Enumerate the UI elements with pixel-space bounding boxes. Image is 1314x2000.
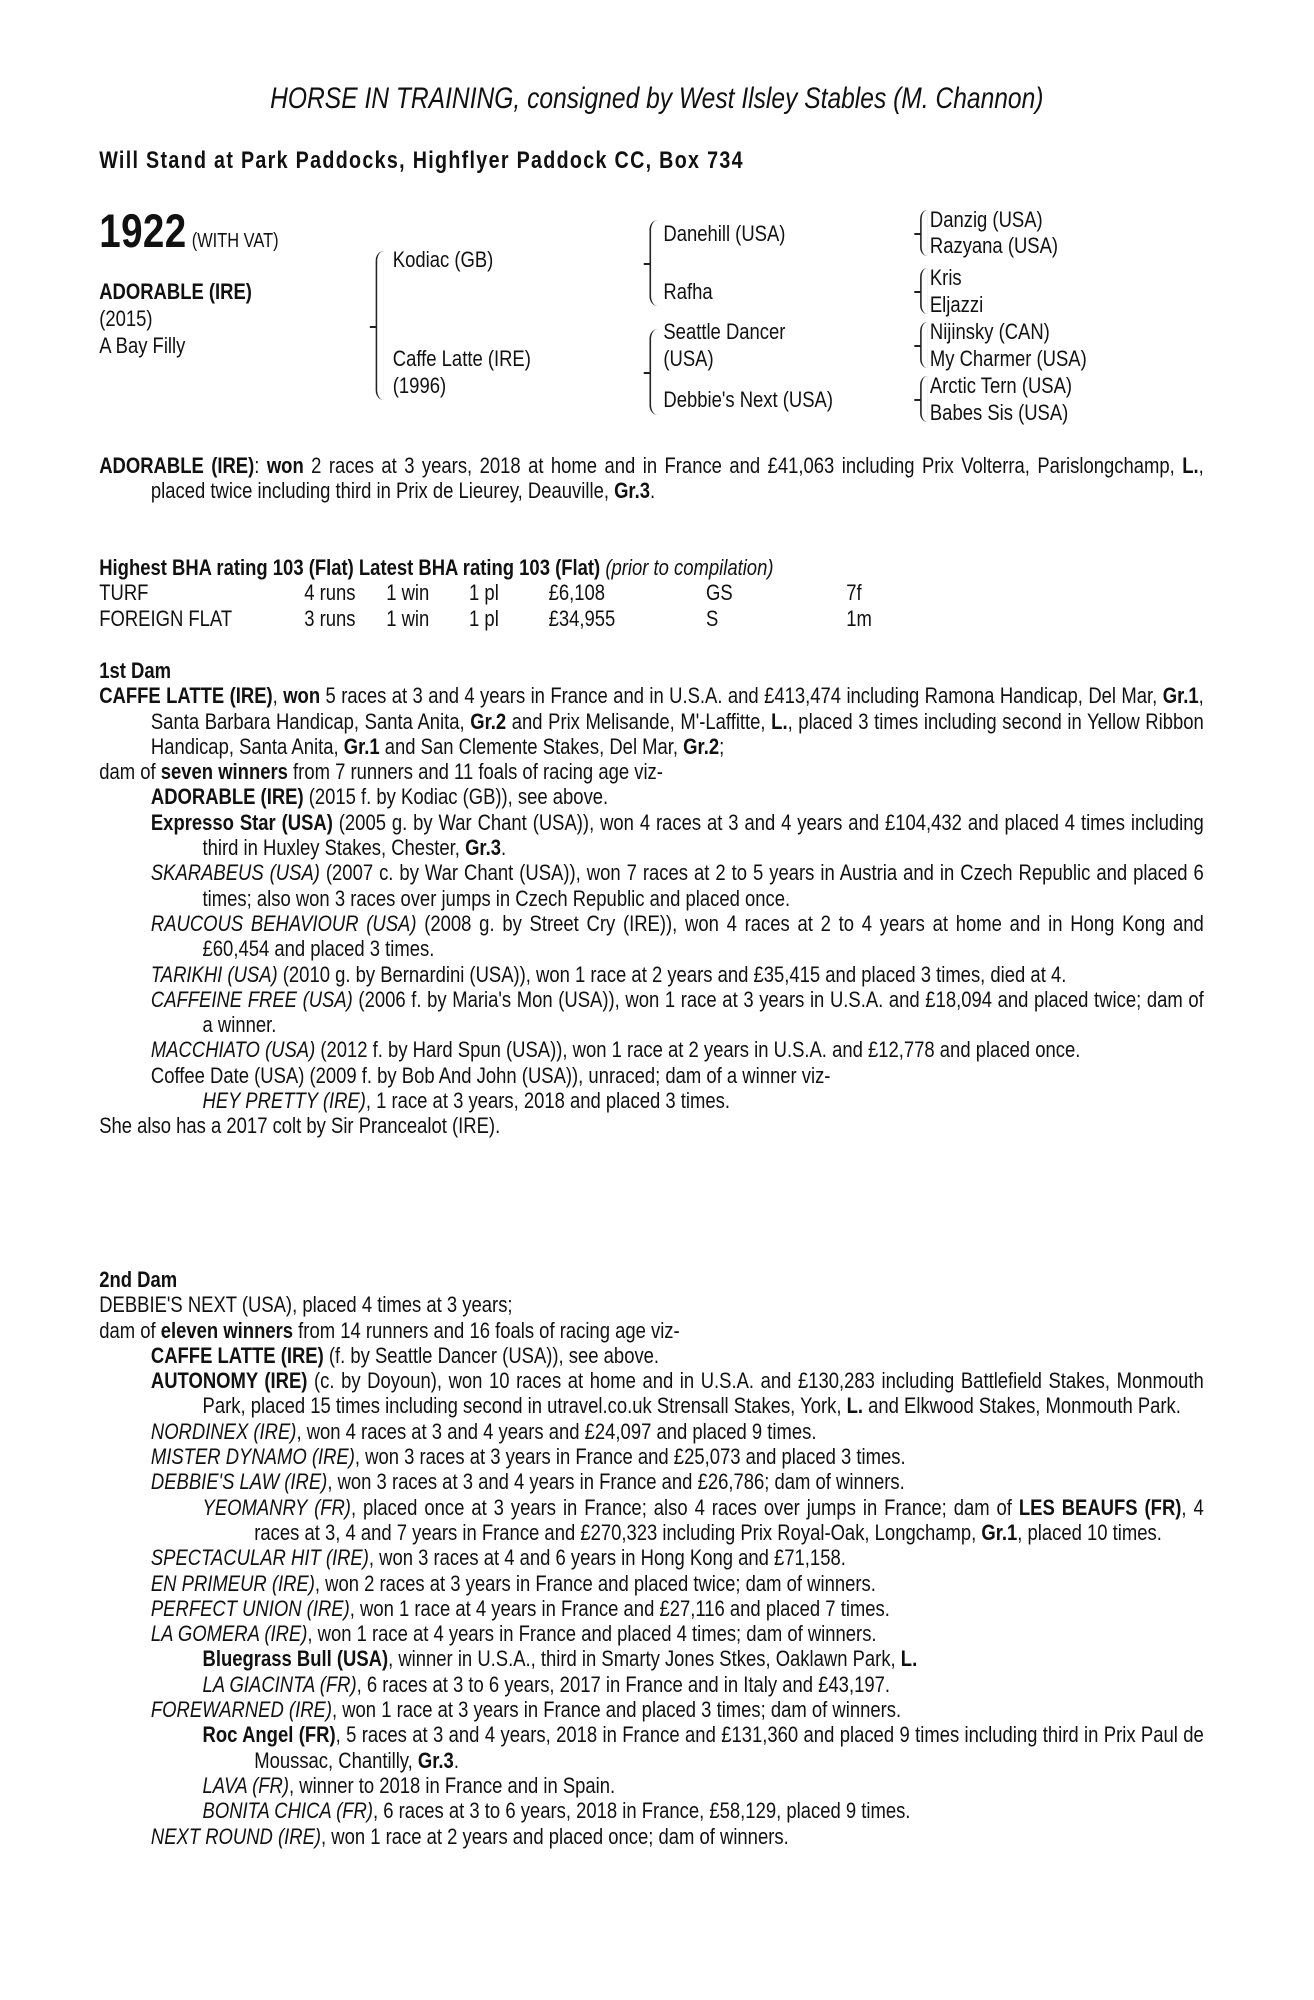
runs: 3 runs [304,605,356,631]
bold-text-run: L. [1182,453,1199,478]
bha-ratings [99,555,1204,631]
wins: 1 win [386,605,430,631]
bold-text-run: L. [900,1646,918,1672]
bha-heading: Highest BHA rating 103 (Flat) Latest BHA rating 103 (Flat) [99,555,601,580]
race-type: FOREIGN FLAT [99,605,233,631]
italic-text-run: RAUCOUS BEHAVIOUR (USA) [150,910,417,936]
italic-text-run: PERFECT UNION (IRE) [150,1595,350,1621]
bold-text-run: won [283,683,321,709]
text-run: , won 1 race at 3 years in France and placed 3 times; dam of winners. [331,1697,902,1723]
brace [920,210,927,256]
pedigree-paragraph [99,911,1204,962]
pedigree-paragraph [99,1495,1204,1546]
italic-text-run: HEY PRETTY (IRE) [202,1088,366,1114]
brace [376,251,384,400]
italic-text-run: LA GIACINTA (FR) [202,1671,357,1697]
pedigree-gen3: Danzig (USA) [929,207,1043,232]
brace [649,220,657,306]
pedigree-paragraph [99,1824,1204,1849]
pedigree-dam-dam: Debbie's Next (USA) [663,387,834,412]
pedigree-paragraph [99,1368,1204,1419]
second-dam-section [99,1267,1204,1849]
horse-name: ADORABLE (IRE) [99,279,252,304]
bold-text-run: Gr.2 [470,708,507,734]
bold-text-run: L. [846,1393,863,1419]
first-dam-section [99,658,1204,1139]
text-run: (2008 g. by Street Cry (IRE)), won 4 races at 2 to 4 years at home and in Hong Kong and £60,454 and placed 3 times. [202,910,1204,962]
runs: 4 runs [304,580,356,606]
pedigree-paragraph [99,1063,1204,1088]
pedigree-paragraph [99,1571,1204,1596]
brace [649,329,657,415]
first-dam-heading: 1st Dam [99,658,172,683]
pedigree-paragraph [99,1773,1204,1798]
bold-text-run: Gr.1 [1162,683,1199,709]
bold-text-run: Bluegrass Bull (USA) [202,1646,389,1672]
italic-text-run: MACCHIATO (USA) [150,1037,316,1063]
text-run: (2005 g. by War Chant (USA)), won 4 races at 3 and 4 years and £104,432 and placed 4 times including third in Huxley Stakes, Chester, [202,809,1204,861]
text-run: , 6 races at 3 to 6 years, 2017 in France and in Italy and £43,197. [356,1671,890,1697]
text-run: 5 races at 3 and 4 years in France and in U.S.A. and £413,474 including Ramona Handicap, Del Mar, [320,683,1163,709]
italic-text-run: SKARABEUS (USA) [150,860,320,886]
page-title: HORSE IN TRAINING, consigned by West Ilsley Stables (M. Channon) [270,82,1044,115]
text-run: , placed twice including third in Prix de Lieurey, Deauville, [150,453,1204,504]
pedigree-paragraph [99,962,1204,987]
text-run: , won 1 race at 2 years and placed once; dam of winners. [321,1823,789,1849]
lot-number: 1922 [99,204,187,257]
going: S [706,605,719,631]
pedigree-paragraph [99,1596,1204,1621]
text-run: (f. by Seattle Dancer (USA)), see above. [323,1342,660,1368]
bold-text-run: CAFFE LATTE (IRE) [99,683,273,709]
text-run: dam of [99,1317,161,1343]
pedigree-gen3: Babes Sis (USA) [929,400,1069,425]
horse-description: A Bay Filly [99,333,186,358]
italic-text-run: FOREWARNED (IRE) [150,1697,332,1723]
distance: 7f [846,580,862,606]
bold-text-run: seven winners [160,759,288,785]
wins: 1 win [386,580,430,606]
pedigree-paragraph [99,1545,1204,1570]
bold-text-run: ADORABLE (IRE) [150,784,304,810]
pedigree-paragraph [99,1646,1204,1671]
italic-text-run: LA GOMERA (IRE) [150,1621,308,1647]
bha-note: (prior to compilation) [605,555,774,580]
text-run: and Prix Melisande, M'-Laffitte, [506,708,772,734]
text-run: , won 1 race at 4 years in France and placed 4 times; dam of winners. [307,1621,877,1647]
italic-text-run: CAFFEINE FREE (USA) [150,986,353,1012]
bha-row [99,606,1204,631]
text-run: , won 3 races at 4 and 6 years in Hong Kong and £71,158. [368,1545,846,1571]
italic-text-run: LAVA (FR) [202,1772,290,1798]
pedigree-paragraph [99,1088,1204,1113]
italic-text-run: NEXT ROUND (IRE) [150,1823,322,1849]
bold-text-run: won [266,453,304,478]
pedigree-paragraph [99,1798,1204,1823]
bold-text-run: Gr.2 [683,733,720,759]
italic-text-run: NORDINEX (IRE) [150,1418,297,1444]
text-run: and Elkwood Stakes, Monmouth Park. [862,1393,1181,1419]
placed: 1 pl [469,605,499,631]
pedigree-gen3: Eljazzi [929,292,984,317]
text-run: and San Clemente Stakes, Del Mar, [379,733,684,759]
pedigree-paragraph [99,860,1204,911]
pedigree-sire-dam: Rafha [663,279,713,304]
text-run: (2012 f. by Hard Spun (USA)), won 1 race at 2 years in U.S.A. and £12,778 and placed once. [315,1037,1081,1063]
pedigree-sire-sire: Danehill (USA) [663,221,786,246]
text-run: . [500,835,507,861]
italic-text-run: YEOMANRY (FR) [202,1494,351,1520]
pedigree-paragraph [99,1722,1204,1773]
text-run: from 7 runners and 11 foals of racing age viz- [287,759,663,785]
text-run: . [453,1747,459,1773]
pedigree-paragraph [99,1318,1204,1343]
bold-text-run: Gr.3 [465,835,501,861]
pedigree-dam: Caffe Latte (IRE) [392,346,531,371]
bold-text-run: AUTONOMY (IRE) [150,1368,308,1394]
text-run: She also has a 2017 colt by Sir Prancealot (IRE). [99,1113,501,1139]
second-dam-body [99,1292,1204,1849]
bold-text-run: Gr.3 [417,1747,454,1773]
text-run: . [649,478,656,504]
pedigree-paragraph [99,1697,1204,1722]
text-run: , 6 races at 3 to 6 years, 2018 in France, £58,129, placed 9 times. [373,1798,911,1824]
text-run: dam of [99,759,161,785]
distance: 1m [846,605,872,631]
vat-note: (WITH VAT) [191,230,279,252]
text-run: , [272,683,284,709]
pedigree-paragraph [99,683,1204,759]
text-run: : [254,453,267,478]
lot-header [99,206,278,266]
pedigree-paragraph [99,1343,1204,1368]
text-run: (2006 f. by Maria's Mon (USA)), won 1 race at 3 years in U.S.A. and £18,094 and placed twice; dam of a winner. [202,986,1204,1038]
bold-text-run: LES BEAUFS (FR) [1018,1494,1182,1520]
race-summary [99,453,1204,504]
text-run: , 1 race at 3 years, 2018 and placed 3 times. [365,1088,730,1114]
text-run: , placed once at 3 years in France; also 4 races over jumps in France; dam of [350,1494,1019,1520]
pedigree-paragraph [99,1419,1204,1444]
text-run: , won 4 races at 3 and 4 years and £24,097 and placed 9 times. [296,1418,817,1444]
text-run: , placed 10 times. [1017,1519,1162,1545]
italic-text-run: SPECTACULAR HIT (IRE) [150,1545,369,1571]
pedigree-paragraph [99,453,1204,504]
pedigree-paragraph [99,759,1204,784]
bold-text-run: Gr.1 [343,733,380,759]
italic-text-run: DEBBIE'S LAW (IRE) [150,1469,328,1495]
italic-text-run: EN PRIMEUR (IRE) [150,1570,315,1596]
text-run: ; [719,733,725,759]
pedigree-paragraph [99,987,1204,1038]
pedigree-gen3: Nijinsky (CAN) [929,319,1050,344]
pedigree-paragraph [99,1469,1204,1494]
brace [920,268,927,314]
pedigree-paragraph [99,810,1204,861]
pedigree-paragraph [99,1037,1204,1062]
text-run: from 14 runners and 16 foals of racing age viz- [293,1317,680,1343]
brace [920,322,927,368]
italic-text-run: TARIKHI (USA) [150,961,278,987]
italic-text-run: MISTER DYNAMO (IRE) [150,1444,355,1470]
pedigree-gen3: Razyana (USA) [929,233,1059,258]
text-run: (2010 g. by Bernardini (USA)), won 1 race at 2 years and £35,415 and placed 3 times, died at 4. [277,961,1067,987]
text-run: , 4 races at 3, 4 and 7 years in France and £270,323 including Prix Royal-Oak, Longchamp, [254,1494,1204,1545]
pedigree-sire: Kodiac (GB) [392,247,494,272]
text-run: , won 3 races at 3 and 4 years in France and £26,786; dam of winners. [327,1469,905,1495]
first-dam-body [99,683,1204,1138]
text-run: , winner to 2018 in France and in Spain. [289,1772,616,1798]
bold-text-run: eleven winners [160,1317,294,1343]
bold-text-run: Roc Angel (FR) [202,1722,336,1748]
italic-text-run: BONITA CHICA (FR) [202,1798,374,1824]
text-run: , won 2 races at 3 years in France and placed twice; dam of winners. [314,1570,876,1596]
pedigree-gen3: Kris [929,265,962,290]
text-run: (c. by Doyoun), won 10 races at home and in U.S.A. and £130,283 including Battlefield Stakes, Monmouth Park, placed 15 times including second in utravel.co.uk Strensall Stakes, York, [202,1368,1204,1419]
pedigree-paragraph [99,1672,1204,1697]
text-run: DEBBIE'S NEXT (USA), placed 4 times at 3 years; [99,1292,513,1318]
pedigree-dam-year: (1996) [392,373,447,398]
text-run: Coffee Date (USA) (2009 f. by Bob And John (USA)), unraced; dam of a winner viz- [150,1062,831,1088]
text-run: (2015 f. by Kodiac (GB)), see above. [303,784,609,810]
brace [920,376,927,422]
prize: £34,955 [548,605,616,631]
bold-text-run: CAFFE LATTE (IRE) [150,1342,324,1368]
going: GS [706,580,733,606]
text-run: , won 3 races at 3 years in France and £25,073 and placed 3 times. [354,1444,906,1470]
placed: 1 pl [469,580,499,606]
pedigree-paragraph [99,1444,1204,1469]
bold-text-run: Gr.3 [614,478,650,504]
pedigree-paragraph [99,1292,1204,1317]
pedigree-paragraph [99,784,1204,809]
bold-text-run: Expresso Star (USA) [150,809,333,835]
bha-row [99,580,1204,605]
text-run: , won 1 race at 4 years in France and £27,116 and placed 7 times. [349,1595,890,1621]
prize: £6,108 [548,580,606,606]
bold-text-run: L. [771,708,788,734]
bold-text-run: ADORABLE (IRE) [99,453,255,478]
second-dam-heading: 2nd Dam [99,1267,178,1292]
location-subtitle: Will Stand at Park Paddocks, Highflyer Paddock CC, Box 734 [99,147,744,174]
pedigree-paragraph [99,1113,1204,1138]
text-run: , Santa Barbara Handicap, Santa Anita, [150,683,1204,734]
race-type: TURF [99,580,149,606]
pedigree-paragraph [99,1621,1204,1646]
horse-year: (2015) [99,306,153,331]
pedigree-dam-sire: Seattle Dancer [663,319,786,344]
pedigree-dam-sire-country: (USA) [663,346,714,371]
text-run: , 5 races at 3 and 4 years, 2018 in France and £131,360 and placed 9 times including third in Prix Paul de Moussac, Chantilly, [254,1722,1204,1773]
pedigree-gen3: Arctic Tern (USA) [929,373,1073,398]
text-run: , placed 3 times including second in Yellow Ribbon Handicap, Santa Anita, [150,708,1204,759]
pedigree-gen3: My Charmer (USA) [929,346,1087,371]
bold-text-run: Gr.1 [981,1519,1018,1545]
text-run: (2007 c. by War Chant (USA)), won 7 races at 2 to 5 years in Austria and in Czech Republic and placed 6 times; also won 3 races over jumps in Czech Republic and placed once. [202,860,1204,911]
text-run: , winner in U.S.A., third in Smarty Jones Stkes, Oaklawn Park, [388,1646,901,1672]
text-run: 2 races at 3 years, 2018 at home and in France and £41,063 including Prix Volterra, Parislongchamp, [303,453,1183,478]
